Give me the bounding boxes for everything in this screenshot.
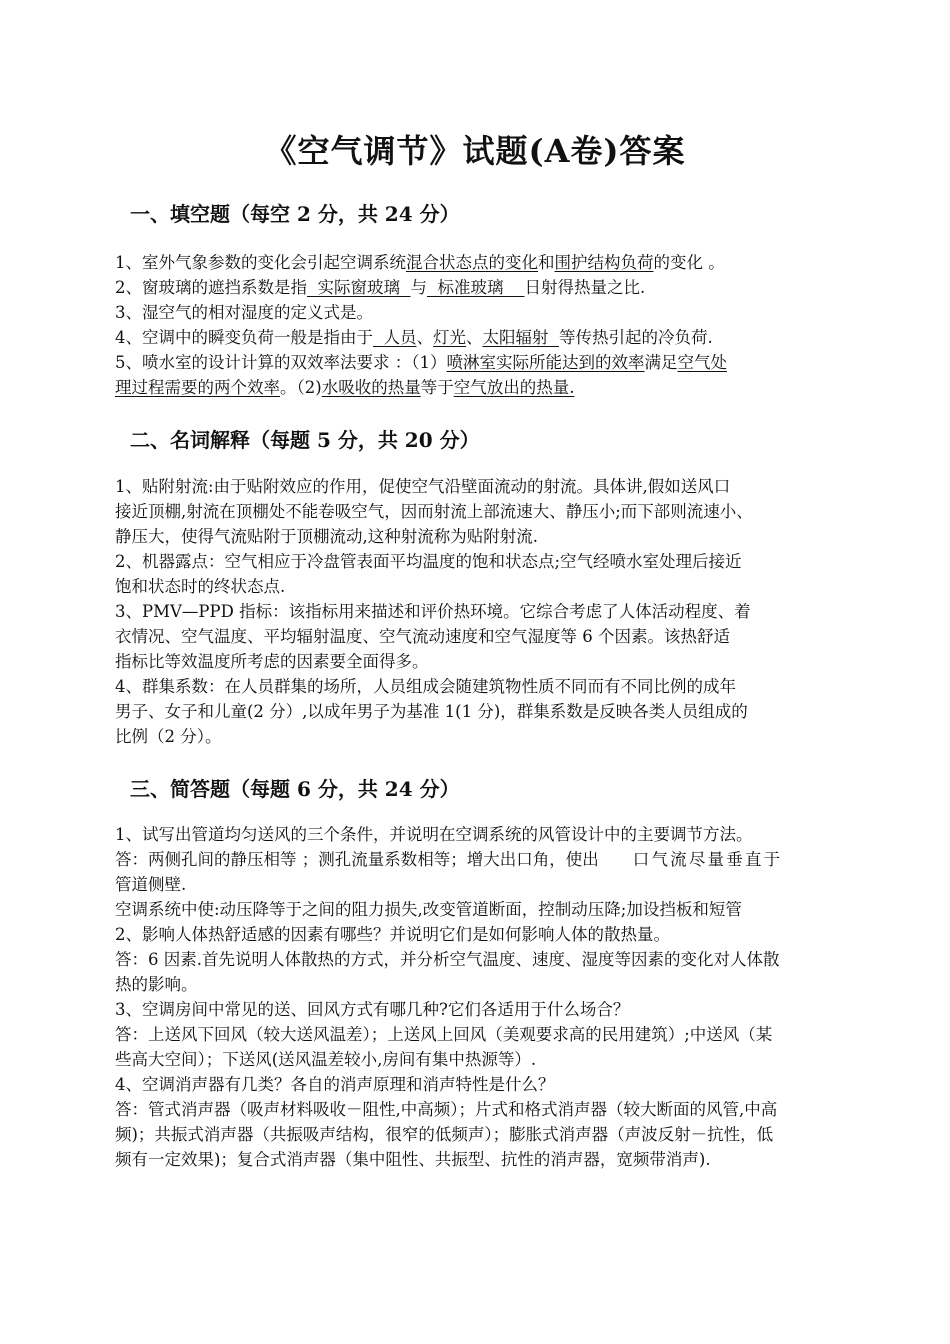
question-text: 的变化 。 bbox=[653, 253, 725, 272]
question-3: 3、空调房间中常见的送、回风方式有哪几种?它们各适用于什么场合？ bbox=[115, 1000, 630, 1019]
fill-question-1 bbox=[115, 250, 895, 275]
answer-4-line: 频)；共振式消声器（共振吸声结构，很窄的低频声）；膨胀式消声器（声波反射－抗性，低 bbox=[115, 1125, 774, 1144]
answer-text: 口气流尽量垂直于 bbox=[632, 850, 783, 869]
answer-blank: 水吸收的热量 bbox=[321, 378, 421, 397]
question-1: 1、试写出管道均匀送风的三个条件，并说明在空调系统的风管设计中的主要调节方法。 bbox=[115, 825, 753, 844]
answer-blank: 围护结构负荷 bbox=[554, 253, 654, 272]
answer-text: 答：两侧孔间的静压相等 ；测孔流量系数相等；增大出口角，使出 bbox=[115, 850, 599, 869]
term-1-line: 1、贴附射流:由于贴附效应的作用，促使空气沿壁面流动的射流。具体讲,假如送风口 bbox=[115, 477, 731, 496]
page-title: 《空气调节》试题(A卷)答案 bbox=[264, 132, 686, 170]
answer-2-line: 答：6 因素.首先说明人体散热的方式，并分析空气温度、速度、湿度等因素的变化对人体散 bbox=[115, 950, 780, 969]
fill-question-4 bbox=[115, 325, 895, 350]
answer-blank: 喷淋室实际所能达到的效率 bbox=[446, 353, 645, 372]
term-definitions bbox=[115, 474, 895, 749]
answer-1-line bbox=[115, 847, 895, 872]
fill-question-3 bbox=[115, 300, 895, 325]
answer-3-line: 些高大空间）；下送风(送风温差较小,房间有集中热源等）. bbox=[115, 1050, 537, 1069]
answer-blank: 理过程需要的两个效率 bbox=[115, 378, 280, 397]
answer-blank: 太阳辐射 bbox=[482, 328, 559, 347]
section-heading-fill-in: 一、填空题（每空 2 分，共 24 分） bbox=[130, 202, 460, 226]
term-2-line: 饱和状态时的终状态点. bbox=[115, 577, 286, 596]
question-text: 、 bbox=[466, 328, 483, 347]
answer-2-line: 热的影响。 bbox=[115, 975, 198, 994]
question-text: 3、湿空气的相对湿度的定义式是。 bbox=[115, 303, 373, 322]
term-4-line: 4、群集系数：在人员群集的场所，人员组成会随建筑物性质不同而有不同比例的成年 bbox=[115, 677, 736, 696]
short-answers bbox=[115, 822, 895, 1172]
answer-1-line: 管道侧壁. bbox=[115, 875, 187, 894]
term-3-line: 衣情况、空气温度、平均辐射温度、空气流动速度和空气湿度等 6 个因素。该热舒适 bbox=[115, 627, 730, 646]
answer-blank: 空气放出的热量. bbox=[453, 378, 575, 397]
answer-blank: 实际窗玻璃 bbox=[307, 278, 411, 297]
term-4-line: 男子、女子和儿童(2 分）,以成年男子为基准 1(1 分)，群集系数是反映各类人员组成的 bbox=[115, 702, 748, 721]
answer-1-line: 空调系统中使:动压降等于之间的阻力损失,改变管道断面，控制动压降;加设挡板和短管 bbox=[115, 900, 742, 919]
question-text: 与 bbox=[410, 278, 427, 297]
answer-4-line: 频有一定效果)；复合式消声器（集中阻性、共振型、抗性的消声器，宽频带消声). bbox=[115, 1150, 711, 1169]
question-text: 1、室外气象参数的变化会引起空调系统 bbox=[115, 253, 406, 272]
answer-blank: 空气处 bbox=[677, 353, 727, 372]
question-text: 、 bbox=[416, 328, 433, 347]
term-1-line: 静压大，使得气流贴附于顶棚流动,这种射流称为贴附射流. bbox=[115, 527, 538, 546]
term-1-line: 接近顶棚,射流在顶棚处不能卷吸空气，因而射流上部流速大、静压小;而下部则流速小、 bbox=[115, 502, 753, 521]
answer-blank: 人员 bbox=[373, 328, 417, 347]
question-text: 。（2) bbox=[280, 378, 322, 397]
fill-question-5-line-2 bbox=[115, 375, 895, 400]
fill-question-5-line-1 bbox=[115, 350, 895, 375]
answer-blank: 灯光 bbox=[433, 328, 466, 347]
term-4-line: 比例（2 分）。 bbox=[115, 727, 222, 746]
question-4: 4、空调消声器有几类？各自的消声原理和消声特性是什么？ bbox=[115, 1075, 555, 1094]
question-text: 满足 bbox=[644, 353, 678, 372]
question-2: 2、影响人体热舒适感的因素有哪些？并说明它们是如何影响人体的散热量。 bbox=[115, 925, 670, 944]
answer-3-line: 答：上送风下回风（较大送风温差）；上送风上回风（美观要求高的民用建筑）;中送风（某 bbox=[115, 1025, 773, 1044]
term-3-line: 3、PMV—PPD 指标：该指标用来描述和评价热环境。它综合考虑了人体活动程度、着 bbox=[115, 602, 751, 621]
answer-4-line: 答：管式消声器（吸声材料吸收－阻性,中高频）；片式和格式消声器（较大断面的风管,中高 bbox=[115, 1100, 778, 1119]
question-text: 等传热引起的冷负荷. bbox=[559, 328, 713, 347]
question-text: 5、喷水室的设计计算的双效率法要求 ：（1） bbox=[115, 353, 447, 372]
question-text: 等于 bbox=[420, 378, 454, 397]
section-heading-short-answer: 三、简答题（每题 6 分，共 24 分） bbox=[130, 777, 460, 801]
term-2-line: 2、机器露点：空气相应于冷盘管表面平均温度的饱和状态点;空气经喷水室处理后接近 bbox=[115, 552, 742, 571]
answer-blank: 混合状态点的变化 bbox=[406, 253, 538, 272]
term-3-line: 指标比等效温度所考虑的因素要全面得多。 bbox=[115, 652, 429, 671]
question-text: 2、窗玻璃的遮挡系数是指 bbox=[115, 278, 307, 297]
section-heading-term-definitions: 二、名词解释（每题 5 分，共 20 分） bbox=[130, 428, 480, 452]
fill-in-questions bbox=[115, 250, 895, 400]
question-text: 日射得热量之比. bbox=[524, 278, 646, 297]
answer-blank: 标准玻璃 bbox=[426, 278, 525, 297]
question-text: 和 bbox=[538, 253, 555, 272]
question-text: 4、空调中的瞬变负荷一般是指由于 bbox=[115, 328, 373, 347]
fill-question-2 bbox=[115, 275, 895, 300]
